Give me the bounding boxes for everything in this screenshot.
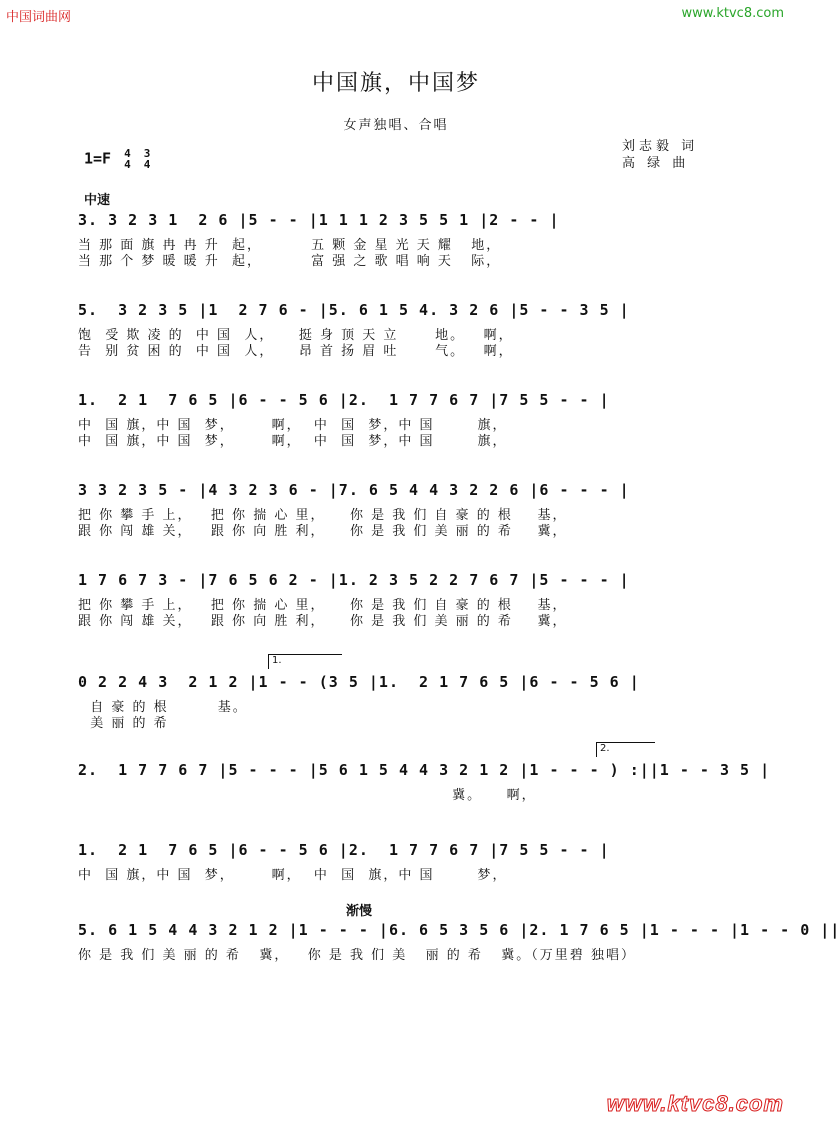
notation-line: 1 7 6 7 3 - |7 6 5 6 2 - |1. 2 3 5 2 2 7 6 7 |5 - - - | [78, 571, 630, 589]
site-watermark-left: 中国词曲网 [6, 10, 72, 25]
music-system [78, 476, 718, 556]
composer: 高 绿 曲 [622, 156, 690, 171]
notation-line: 1. 2 1 7 6 5 |6 - - 5 6 |2. 1 7 7 6 7 |7 5 5 - - | [78, 841, 610, 859]
time-signature-1 [124, 148, 131, 170]
music-system [78, 836, 718, 916]
lyric-line: 美 丽 的 希 [78, 716, 169, 731]
lyric-line: 当 那 个 梦 暖 暖 升 起， 富 强 之 歌 唱 响 天 际， [78, 254, 502, 269]
tempo-change-mark: 渐慢 [346, 904, 373, 919]
volta-bracket: 1. [268, 654, 342, 669]
notation-line: 0 2 2 4 3 2 1 2 |1 - - (3 5 |1. 2 1 7 6 5 |6 - - 5 6 | [78, 673, 640, 691]
key-label: 1=F [84, 149, 112, 168]
lyric-line: 跟 你 闯 雄 关， 跟 你 向 胜 利， 你 是 我 们 美 丽 的 希 冀， [78, 524, 568, 539]
time-sig-2-num: 3 [143, 147, 151, 160]
lyric-line: 饱 受 欺 凌 的 中 国 人， 挺 身 顶 天 立 地。 啊， [78, 328, 514, 343]
song-subtitle: 女声独唱、合唱 [343, 118, 449, 133]
notation-line: 3. 3 2 3 1 2 6 |5 - - |1 1 1 2 3 5 5 1 |2 - - | [78, 211, 560, 229]
song-title: 中国旗，中国梦 [311, 71, 480, 96]
tempo-mark: 中速 [84, 193, 111, 208]
lyric-line: 中 国 旗，中 国 梦， 啊， 中 国 旗，中 国 梦， [78, 868, 508, 883]
lyric-line: 把 你 攀 手 上， 把 你 揣 心 里， 你 是 我 们 自 豪 的 根 基， [78, 508, 568, 523]
lyric-line: 你 是 我 们 美 丽 的 希 冀， 你 是 我 们 美 丽 的 希 冀。（万里碧 独唱） [78, 948, 636, 963]
key-signature [84, 148, 150, 170]
time-sig-2-den: 4 [143, 158, 151, 171]
lyric-line: 跟 你 闯 雄 关， 跟 你 向 胜 利， 你 是 我 们 美 丽 的 希 冀， [78, 614, 568, 629]
credits [622, 138, 698, 172]
notation-line: 3 3 2 3 5 - |4 3 2 3 6 - |7. 6 5 4 4 3 2 2 6 |6 - - - | [78, 481, 630, 499]
music-system [78, 655, 718, 748]
lyric-line: 当 那 面 旗 冉 冉 升 起， 五 颗 金 星 光 天 耀 地， [78, 238, 502, 253]
lyric-line: 中 国 旗，中 国 梦， 啊， 中 国 梦，中 国 旗， [78, 418, 508, 433]
music-system [78, 566, 718, 646]
time-signature-2 [144, 148, 151, 170]
music-system [78, 904, 840, 996]
music-system [78, 296, 718, 376]
music-system [78, 386, 718, 466]
site-watermark-bottom: www.ktvc8.com [606, 1091, 784, 1116]
lyric-line: 冀。 啊， [78, 788, 537, 803]
notation-line: 5. 3 2 3 5 |1 2 7 6 - |5. 6 1 5 4. 3 2 6 |5 - - 3 5 | [78, 301, 630, 319]
music-system [78, 206, 718, 286]
time-sig-1-num: 4 [124, 147, 131, 160]
lyricist: 刘志毅 词 [622, 139, 699, 154]
lyric-line: 自 豪 的 根 基。 [78, 700, 248, 715]
lyric-line: 中 国 旗，中 国 梦， 啊， 中 国 梦，中 国 旗， [78, 434, 508, 449]
lyric-line: 把 你 攀 手 上， 把 你 揣 心 里， 你 是 我 们 自 豪 的 根 基， [78, 598, 568, 613]
volta-bracket: 2. [596, 742, 655, 757]
music-system [78, 743, 771, 836]
notation-line: 1. 2 1 7 6 5 |6 - - 5 6 |2. 1 7 7 6 7 |7 5 5 - - | [78, 391, 610, 409]
time-sig-1-den: 4 [124, 158, 131, 171]
site-watermark-right: www.ktvc8.com [681, 6, 784, 21]
notation-line: 2. 1 7 7 6 7 |5 - - - |5 6 1 5 4 4 3 2 1 2 |1 - - - ) :||1 - - 3 5 | [78, 761, 771, 779]
notation-line: 5. 6 1 5 4 4 3 2 1 2 |1 - - - |6. 6 5 3 5 6 |2. 1 7 6 5 |1 - - - |1 - - 0 || [78, 921, 840, 939]
lyric-line: 告 别 贫 困 的 中 国 人， 昂 首 扬 眉 吐 气。 啊， [78, 344, 514, 359]
